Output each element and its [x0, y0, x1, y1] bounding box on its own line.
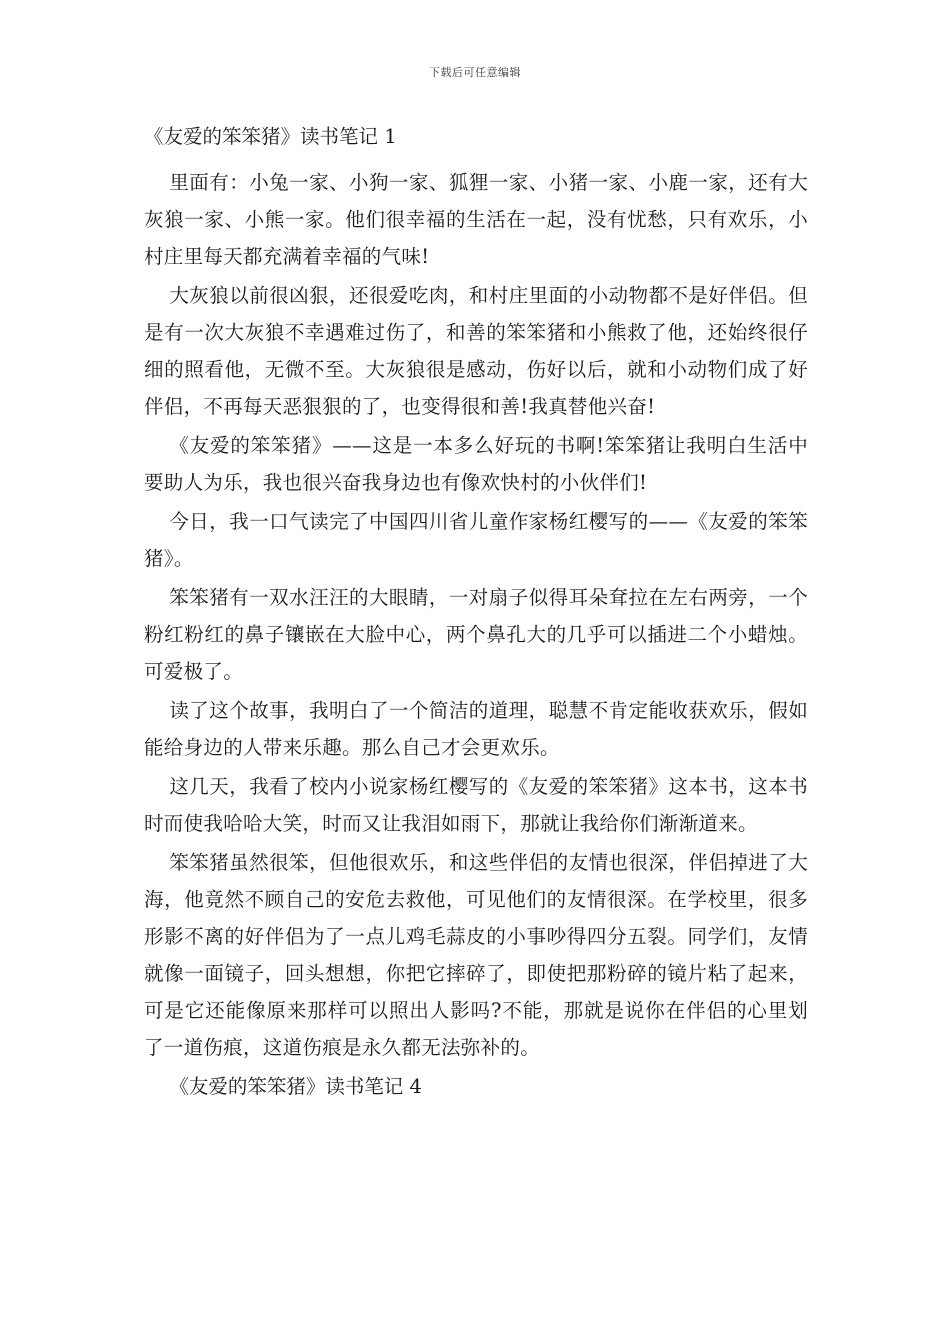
paragraph: 笨笨猪有一双水汪汪的大眼睛，一对扇子似得耳朵耷拉在左右两旁，一个粉红粉红的鼻子镶嵌在大脸中心，两个鼻孔大的几乎可以插进二个小蜡烛。可爱极了。 [144, 586, 808, 683]
paragraph: 大灰狼以前很凶狠，还很爱吃肉，和村庄里面的小动物都不是好伴侣。但是有一次大灰狼不幸遇难过伤了，和善的笨笨猪和小熊救了他，还始终很仔细的照看他，无微不至。大灰狼很是感动，伤好以后，就和小动物们成了好伴侣，不再每天恶狠狠的了，也变得很和善!我真替他兴奋! [144, 284, 808, 418]
document-body [144, 120, 808, 1105]
document-title: 《友爱的笨笨猪》读书笔记 1 [144, 125, 397, 148]
page-header: 下载后可任意编辑 [429, 66, 521, 79]
paragraph: 笨笨猪虽然很笨，但他很欢乐，和这些伴侣的友情也很深，伴侣掉进了大海，他竟然不顾自己的安危去救他，可见他们的友情很深。在学校里，很多形影不离的好伴侣为了一点儿鸡毛蒜皮的小事吵得四分五裂。同学们，友情就像一面镜子，回头想想，你把它摔碎了，即使把那粉碎的镜片粘了起来，可是它还能像原来那样可以照出人影吗?不能，那就是说你在伴侣的心里划了一道伤痕，这道伤痕是永久都无法弥补的。 [144, 851, 808, 1059]
section-heading: 《友爱的笨笨猪》读书笔记 4 [169, 1075, 422, 1098]
paragraph: 这几天，我看了校内小说家杨红樱写的《友爱的笨笨猪》这本书，这本书时而使我哈哈大笑，时而又让我泪如雨下，那就让我给你们渐渐道来。 [144, 775, 808, 835]
paragraph: 今日，我一口气读完了中国四川省儿童作家杨红樱写的——《友爱的笨笨猪》。 [144, 510, 808, 570]
paragraph: 读了这个故事，我明白了一个简洁的道理，聪慧不肯定能收获欢乐，假如能给身边的人带来乐趣。那么自己才会更欢乐。 [144, 699, 808, 759]
paragraph: 里面有：小兔一家、小狗一家、狐狸一家、小猪一家、小鹿一家，还有大灰狼一家、小熊一家。他们很幸福的生活在一起，没有忧愁，只有欢乐，小村庄里每天都充满着幸福的气味! [144, 171, 808, 268]
paragraph: 《友爱的笨笨猪》——这是一本多么好玩的书啊!笨笨猪让我明白生活中要助人为乐，我也很兴奋我身边也有像欢快村的小伙伴们! [144, 434, 808, 494]
